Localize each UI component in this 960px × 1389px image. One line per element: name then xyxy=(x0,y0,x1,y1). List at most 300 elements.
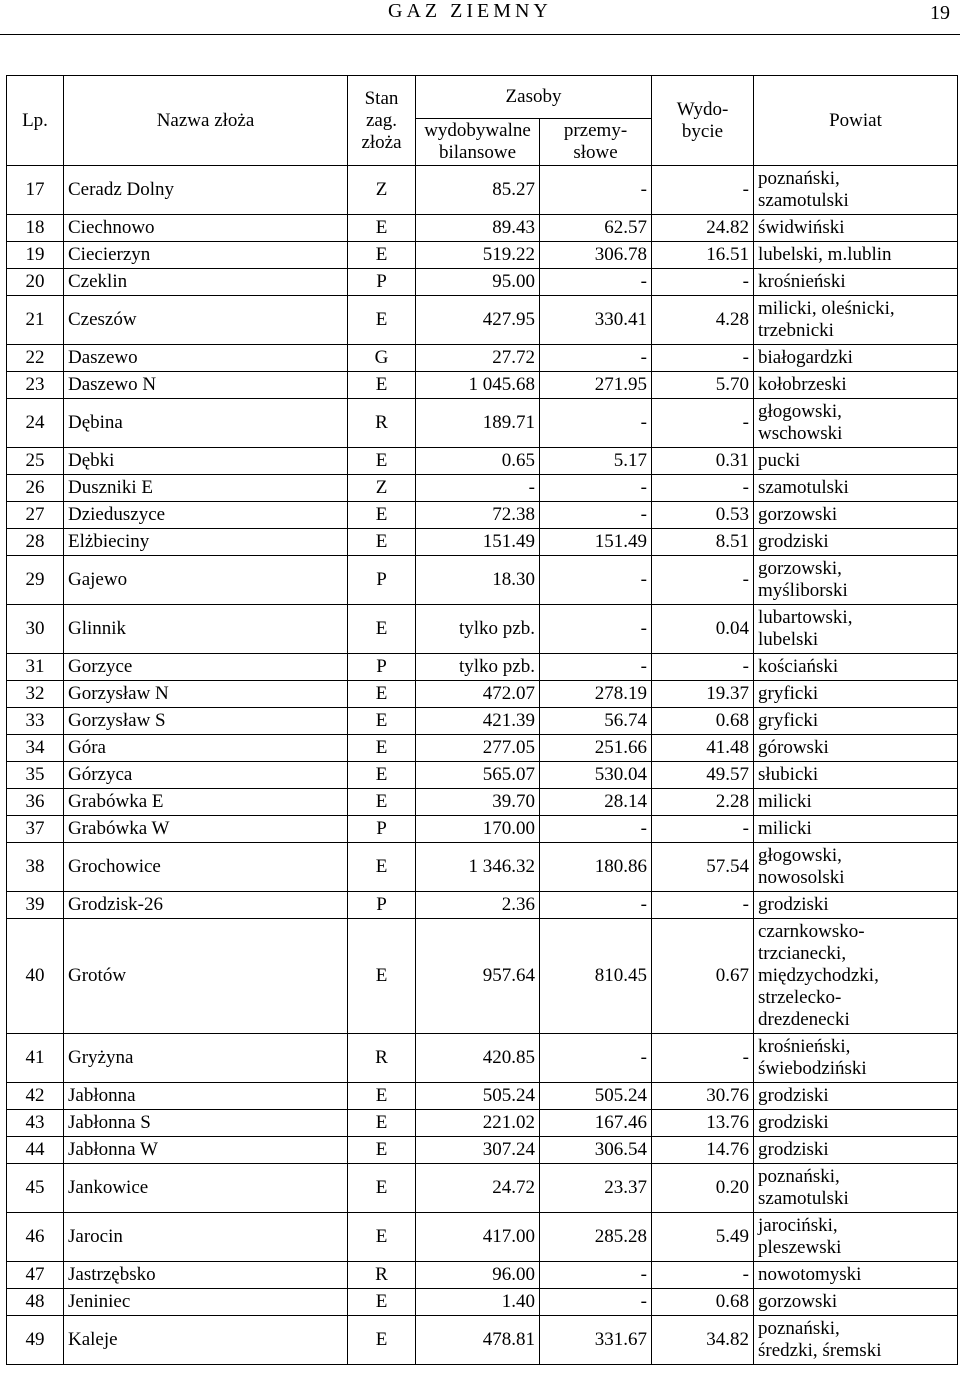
county xyxy=(754,1289,958,1316)
county-line: kołobrzeski xyxy=(758,374,847,395)
county xyxy=(754,215,958,242)
recoverable-reserves: - xyxy=(416,475,540,502)
recoverable-reserves: 96.00 xyxy=(416,1262,540,1289)
county-line: wschowski xyxy=(758,423,843,444)
table-row xyxy=(7,605,958,654)
row-number: 43 xyxy=(7,1110,64,1137)
county xyxy=(754,708,958,735)
industrial-reserves: 505.24 xyxy=(540,1083,652,1110)
county xyxy=(754,816,958,843)
deposit-status: E xyxy=(348,372,416,399)
county-line: nowotomyski xyxy=(758,1264,862,1285)
row-number: 44 xyxy=(7,1137,64,1164)
industrial-reserves: - xyxy=(540,892,652,919)
header-przemyslowe-line1: przemy- xyxy=(563,120,628,141)
industrial-reserves: 56.74 xyxy=(540,708,652,735)
row-number: 31 xyxy=(7,654,64,681)
industrial-reserves: 28.14 xyxy=(540,789,652,816)
recoverable-reserves: 2.36 xyxy=(416,892,540,919)
deposit-name: Jastrzębsko xyxy=(64,1262,348,1289)
row-number: 37 xyxy=(7,816,64,843)
deposit-status: E xyxy=(348,919,416,1034)
header-stan xyxy=(348,76,416,166)
production: - xyxy=(652,654,754,681)
county-line: głogowski, xyxy=(758,401,842,422)
table-row xyxy=(7,448,958,475)
county-line: trzcianecki, xyxy=(758,943,847,964)
production: 0.31 xyxy=(652,448,754,475)
recoverable-reserves: 417.00 xyxy=(416,1213,540,1262)
header-lp: Lp. xyxy=(7,76,64,166)
table-row xyxy=(7,681,958,708)
industrial-reserves: 330.41 xyxy=(540,296,652,345)
row-number: 48 xyxy=(7,1289,64,1316)
industrial-reserves: - xyxy=(540,605,652,654)
county-line: drezdenecki xyxy=(758,1009,850,1030)
production: - xyxy=(652,1262,754,1289)
table-row xyxy=(7,1164,958,1213)
industrial-reserves: 285.28 xyxy=(540,1213,652,1262)
production: 19.37 xyxy=(652,681,754,708)
county-line: poznański, xyxy=(758,1166,840,1187)
row-number: 42 xyxy=(7,1083,64,1110)
county-line: jarociński, xyxy=(758,1215,838,1236)
recoverable-reserves: 519.22 xyxy=(416,242,540,269)
county-line: średzki, śremski xyxy=(758,1340,882,1361)
deposit-name: Jabłonna xyxy=(64,1083,348,1110)
header-stan-line1: Stan xyxy=(364,87,399,109)
county xyxy=(754,762,958,789)
table-row xyxy=(7,708,958,735)
recoverable-reserves: tylko pzb. xyxy=(416,654,540,681)
deposit-name: Jabłonna S xyxy=(64,1110,348,1137)
row-number: 35 xyxy=(7,762,64,789)
row-number: 49 xyxy=(7,1316,64,1365)
county-line: górowski xyxy=(758,737,829,758)
county xyxy=(754,166,958,215)
production: - xyxy=(652,816,754,843)
recoverable-reserves: 89.43 xyxy=(416,215,540,242)
county-line: krośnieński, xyxy=(758,1036,851,1057)
production: 14.76 xyxy=(652,1137,754,1164)
table-row xyxy=(7,735,958,762)
header-wydobywalne xyxy=(416,119,540,166)
header-wydobycie-line1: Wydo- xyxy=(676,98,729,120)
deposit-status: P xyxy=(348,892,416,919)
county xyxy=(754,1137,958,1164)
deposit-status: E xyxy=(348,708,416,735)
county-line: lubelski xyxy=(758,629,819,650)
header-przemyslowe-line2: słowe xyxy=(573,142,618,163)
deposit-name: Daszewo N xyxy=(64,372,348,399)
deposit-name: Gorzyce xyxy=(64,654,348,681)
table-row xyxy=(7,399,958,448)
recoverable-reserves: 170.00 xyxy=(416,816,540,843)
county-line: szamotulski xyxy=(758,1188,849,1209)
deposit-status: P xyxy=(348,816,416,843)
deposit-status: E xyxy=(348,502,416,529)
county xyxy=(754,475,958,502)
row-number: 17 xyxy=(7,166,64,215)
recoverable-reserves: 957.64 xyxy=(416,919,540,1034)
deposit-name: Daszewo xyxy=(64,345,348,372)
recoverable-reserves: tylko pzb. xyxy=(416,605,540,654)
industrial-reserves: 331.67 xyxy=(540,1316,652,1365)
recoverable-reserves: 27.72 xyxy=(416,345,540,372)
production: - xyxy=(652,269,754,296)
table-row xyxy=(7,529,958,556)
industrial-reserves: - xyxy=(540,1034,652,1083)
county xyxy=(754,269,958,296)
page-title: GAZ ZIEMNY xyxy=(388,0,552,22)
recoverable-reserves: 0.65 xyxy=(416,448,540,475)
county-line: grodziski xyxy=(758,1139,829,1160)
county xyxy=(754,345,958,372)
deposit-status: E xyxy=(348,735,416,762)
county-line: poznański, xyxy=(758,1318,840,1339)
deposit-name: Ciechnowo xyxy=(64,215,348,242)
deposit-name: Ceradz Dolny xyxy=(64,166,348,215)
production: 30.76 xyxy=(652,1083,754,1110)
county xyxy=(754,448,958,475)
header-stan-line3: złoża xyxy=(361,131,402,153)
industrial-reserves: - xyxy=(540,654,652,681)
deposit-name: Grochowice xyxy=(64,843,348,892)
deposit-status: E xyxy=(348,215,416,242)
deposit-name: Kaleje xyxy=(64,1316,348,1365)
row-number: 41 xyxy=(7,1034,64,1083)
table-row xyxy=(7,166,958,215)
recoverable-reserves: 472.07 xyxy=(416,681,540,708)
county-line: gryficki xyxy=(758,683,819,704)
deposit-status: E xyxy=(348,843,416,892)
header-stan-line2: zag. xyxy=(365,109,398,131)
county-line: grodziski xyxy=(758,531,829,552)
row-number: 22 xyxy=(7,345,64,372)
deposit-name: Jabłonna W xyxy=(64,1137,348,1164)
industrial-reserves: - xyxy=(540,556,652,605)
production: 24.82 xyxy=(652,215,754,242)
table-row xyxy=(7,1213,958,1262)
deposit-name: Górzyca xyxy=(64,762,348,789)
table-row xyxy=(7,372,958,399)
deposit-status: P xyxy=(348,556,416,605)
recoverable-reserves: 1 346.32 xyxy=(416,843,540,892)
header-wydobycie xyxy=(652,76,754,166)
county xyxy=(754,502,958,529)
county xyxy=(754,1034,958,1083)
deposit-name: Elżbieciny xyxy=(64,529,348,556)
deposit-status: R xyxy=(348,399,416,448)
industrial-reserves: - xyxy=(540,475,652,502)
table-row xyxy=(7,242,958,269)
table-row xyxy=(7,1083,958,1110)
production: 0.67 xyxy=(652,919,754,1034)
deposit-status: E xyxy=(348,1289,416,1316)
county-line: trzebnicki xyxy=(758,320,834,341)
industrial-reserves: - xyxy=(540,1289,652,1316)
table-row xyxy=(7,215,958,242)
table-row xyxy=(7,654,958,681)
industrial-reserves: 306.78 xyxy=(540,242,652,269)
row-number: 26 xyxy=(7,475,64,502)
industrial-reserves: 278.19 xyxy=(540,681,652,708)
table-row xyxy=(7,1034,958,1083)
deposit-name: Dzieduszyce xyxy=(64,502,348,529)
county xyxy=(754,1083,958,1110)
header-wydobywalne-line2: bilansowe xyxy=(438,142,517,163)
deposit-status: P xyxy=(348,654,416,681)
header-zasoby: Zasoby xyxy=(416,76,652,119)
recoverable-reserves: 421.39 xyxy=(416,708,540,735)
deposit-name: Ciecierzyn xyxy=(64,242,348,269)
deposit-name: Jarocin xyxy=(64,1213,348,1262)
county-line: grodziski xyxy=(758,894,829,915)
recoverable-reserves: 72.38 xyxy=(416,502,540,529)
county xyxy=(754,605,958,654)
deposit-name: Gajewo xyxy=(64,556,348,605)
deposit-name: Grabówka W xyxy=(64,816,348,843)
deposit-status: E xyxy=(348,1083,416,1110)
industrial-reserves: - xyxy=(540,502,652,529)
row-number: 27 xyxy=(7,502,64,529)
running-head xyxy=(0,0,960,32)
gas-deposits-table xyxy=(6,75,958,1365)
deposit-status: E xyxy=(348,681,416,708)
recoverable-reserves: 85.27 xyxy=(416,166,540,215)
industrial-reserves: 5.17 xyxy=(540,448,652,475)
table-row xyxy=(7,556,958,605)
production: - xyxy=(652,1034,754,1083)
county xyxy=(754,789,958,816)
industrial-reserves: - xyxy=(540,1262,652,1289)
table-row xyxy=(7,892,958,919)
deposit-status: E xyxy=(348,605,416,654)
table-header xyxy=(7,76,958,166)
county-line: strzelecko- xyxy=(758,987,842,1008)
table-row xyxy=(7,1289,958,1316)
deposit-name: Gryżyna xyxy=(64,1034,348,1083)
table-row xyxy=(7,475,958,502)
production: - xyxy=(652,556,754,605)
county-line: myśliborski xyxy=(758,580,848,601)
deposit-status: E xyxy=(348,1110,416,1137)
deposit-name: Dębki xyxy=(64,448,348,475)
production: 8.51 xyxy=(652,529,754,556)
production: 0.53 xyxy=(652,502,754,529)
row-number: 25 xyxy=(7,448,64,475)
county xyxy=(754,843,958,892)
page-number: 19 xyxy=(930,2,950,24)
row-number: 34 xyxy=(7,735,64,762)
industrial-reserves: 62.57 xyxy=(540,215,652,242)
table-row xyxy=(7,502,958,529)
county-line: gorzowski, xyxy=(758,558,842,579)
county xyxy=(754,1213,958,1262)
table-row xyxy=(7,843,958,892)
recoverable-reserves: 24.72 xyxy=(416,1164,540,1213)
deposit-name: Czeklin xyxy=(64,269,348,296)
county xyxy=(754,372,958,399)
row-number: 36 xyxy=(7,789,64,816)
county-line: grodziski xyxy=(758,1085,829,1106)
county xyxy=(754,654,958,681)
industrial-reserves: 251.66 xyxy=(540,735,652,762)
table-row xyxy=(7,1316,958,1365)
recoverable-reserves: 307.24 xyxy=(416,1137,540,1164)
production: 57.54 xyxy=(652,843,754,892)
row-number: 40 xyxy=(7,919,64,1034)
deposit-status: E xyxy=(348,1316,416,1365)
header-name: Nazwa złoża xyxy=(64,76,348,166)
county-line: poznański, xyxy=(758,168,840,189)
production: 5.49 xyxy=(652,1213,754,1262)
deposit-name: Jeniniec xyxy=(64,1289,348,1316)
county-line: nowosolski xyxy=(758,867,845,888)
industrial-reserves: - xyxy=(540,269,652,296)
recoverable-reserves: 151.49 xyxy=(416,529,540,556)
recoverable-reserves: 39.70 xyxy=(416,789,540,816)
production: 5.70 xyxy=(652,372,754,399)
industrial-reserves: 151.49 xyxy=(540,529,652,556)
row-number: 47 xyxy=(7,1262,64,1289)
recoverable-reserves: 427.95 xyxy=(416,296,540,345)
deposit-name: Góra xyxy=(64,735,348,762)
deposit-status: E xyxy=(348,789,416,816)
deposit-status: E xyxy=(348,1137,416,1164)
row-number: 19 xyxy=(7,242,64,269)
production: 0.20 xyxy=(652,1164,754,1213)
county-line: milicki, oleśnicki, xyxy=(758,298,895,319)
county xyxy=(754,1164,958,1213)
county-line: głogowski, xyxy=(758,845,842,866)
deposit-status: E xyxy=(348,296,416,345)
industrial-reserves: 530.04 xyxy=(540,762,652,789)
county-line: świdwiński xyxy=(758,217,845,238)
recoverable-reserves: 565.07 xyxy=(416,762,540,789)
row-number: 38 xyxy=(7,843,64,892)
recoverable-reserves: 18.30 xyxy=(416,556,540,605)
row-number: 18 xyxy=(7,215,64,242)
deposit-name: Gorzysław N xyxy=(64,681,348,708)
industrial-reserves: 306.54 xyxy=(540,1137,652,1164)
deposit-status: E xyxy=(348,762,416,789)
industrial-reserves: - xyxy=(540,399,652,448)
county xyxy=(754,242,958,269)
county-line: kościański xyxy=(758,656,839,677)
production: 0.68 xyxy=(652,1289,754,1316)
industrial-reserves: 23.37 xyxy=(540,1164,652,1213)
row-number: 23 xyxy=(7,372,64,399)
county-line: pucki xyxy=(758,450,801,471)
table-body xyxy=(7,166,958,1365)
county xyxy=(754,735,958,762)
header-powiat: Powiat xyxy=(754,76,958,166)
production: - xyxy=(652,475,754,502)
county-line: gorzowski xyxy=(758,504,838,525)
production: - xyxy=(652,345,754,372)
county xyxy=(754,1110,958,1137)
industrial-reserves: - xyxy=(540,345,652,372)
deposit-status: Z xyxy=(348,166,416,215)
production: 0.04 xyxy=(652,605,754,654)
county-line: gorzowski xyxy=(758,1291,838,1312)
county-line: milicki xyxy=(758,818,812,839)
recoverable-reserves: 95.00 xyxy=(416,269,540,296)
production: 13.76 xyxy=(652,1110,754,1137)
county-line: milicki xyxy=(758,791,812,812)
county xyxy=(754,681,958,708)
row-number: 30 xyxy=(7,605,64,654)
deposit-name: Grodzisk-26 xyxy=(64,892,348,919)
deposit-name: Gorzysław S xyxy=(64,708,348,735)
table-row xyxy=(7,762,958,789)
table-row xyxy=(7,789,958,816)
county-line: szamotulski xyxy=(758,190,849,211)
county-line: lubartowski, xyxy=(758,607,853,628)
industrial-reserves: - xyxy=(540,166,652,215)
deposit-status: E xyxy=(348,1213,416,1262)
header-wydobycie-line2: bycie xyxy=(681,120,724,142)
production: - xyxy=(652,892,754,919)
county-line: lubelski, m.lublin xyxy=(758,244,892,265)
deposit-status: E xyxy=(348,1164,416,1213)
table-row xyxy=(7,816,958,843)
row-number: 32 xyxy=(7,681,64,708)
table-row xyxy=(7,269,958,296)
industrial-reserves: 180.86 xyxy=(540,843,652,892)
row-number: 33 xyxy=(7,708,64,735)
row-number: 46 xyxy=(7,1213,64,1262)
production: 0.68 xyxy=(652,708,754,735)
recoverable-reserves: 221.02 xyxy=(416,1110,540,1137)
deposit-name: Grotów xyxy=(64,919,348,1034)
header-przemyslowe xyxy=(540,119,652,166)
county-line: czarnkowsko- xyxy=(758,921,865,942)
deposit-name: Duszniki E xyxy=(64,475,348,502)
county xyxy=(754,1262,958,1289)
production: 4.28 xyxy=(652,296,754,345)
county xyxy=(754,1316,958,1365)
header-rule xyxy=(0,34,960,35)
deposit-name: Dębina xyxy=(64,399,348,448)
recoverable-reserves: 189.71 xyxy=(416,399,540,448)
county xyxy=(754,919,958,1034)
deposit-name: Czeszów xyxy=(64,296,348,345)
deposit-status: R xyxy=(348,1262,416,1289)
recoverable-reserves: 1.40 xyxy=(416,1289,540,1316)
row-number: 39 xyxy=(7,892,64,919)
table-row xyxy=(7,1137,958,1164)
header-wydobywalne-line1: wydobywalne xyxy=(424,120,531,141)
county xyxy=(754,529,958,556)
production: 34.82 xyxy=(652,1316,754,1365)
recoverable-reserves: 1 045.68 xyxy=(416,372,540,399)
deposit-status: P xyxy=(348,269,416,296)
recoverable-reserves: 420.85 xyxy=(416,1034,540,1083)
industrial-reserves: 810.45 xyxy=(540,919,652,1034)
recoverable-reserves: 277.05 xyxy=(416,735,540,762)
industrial-reserves: 271.95 xyxy=(540,372,652,399)
deposit-status: Z xyxy=(348,475,416,502)
deposit-status: E xyxy=(348,242,416,269)
deposit-status: E xyxy=(348,529,416,556)
county-line: białogardzki xyxy=(758,347,853,368)
recoverable-reserves: 505.24 xyxy=(416,1083,540,1110)
county-line: świebodziński xyxy=(758,1058,867,1079)
row-number: 21 xyxy=(7,296,64,345)
industrial-reserves: 167.46 xyxy=(540,1110,652,1137)
